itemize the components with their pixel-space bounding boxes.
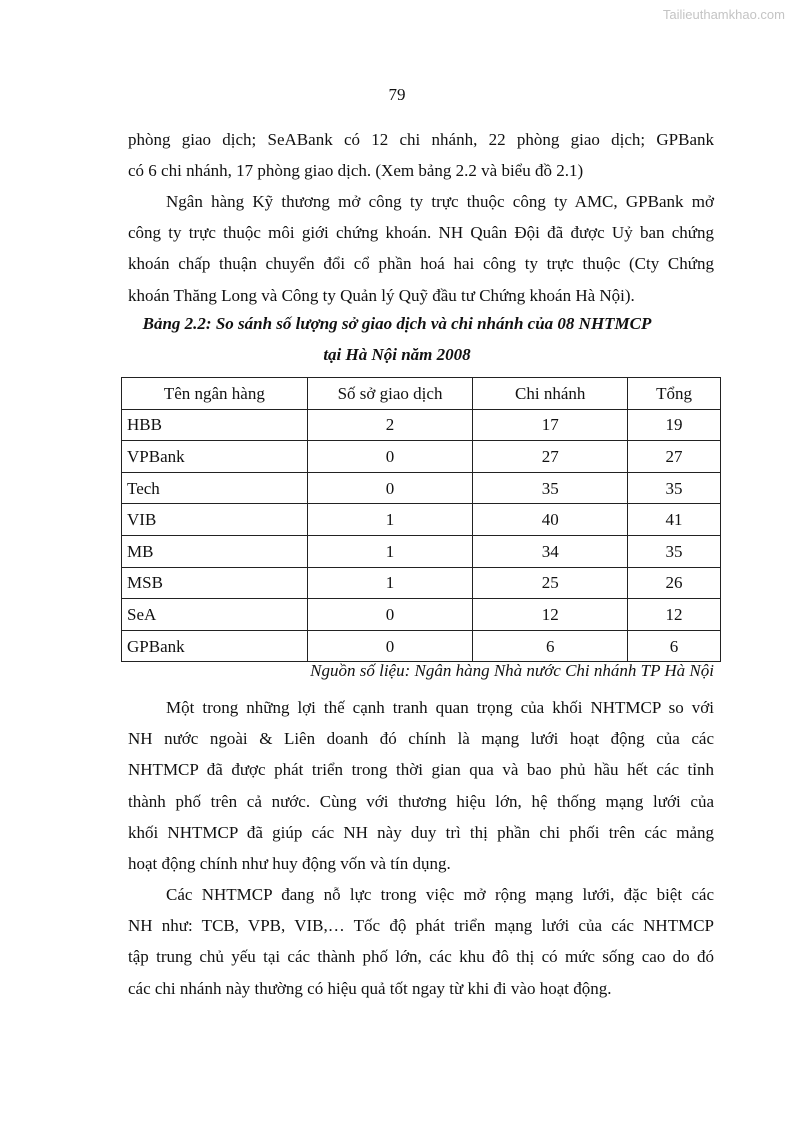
cell-branches: 12 (473, 599, 628, 631)
table-source-note: Nguồn số liệu: Ngân hàng Nhà nước Chi nhánh TP Hà Nội (310, 661, 714, 680)
text-line: khoán Thăng Long và Công ty Quản lý Quỹ đầu tư Chứng khoán Hà Nội). (128, 285, 635, 305)
cell-branches: 35 (473, 472, 628, 504)
text-line: công ty trực thuộc môi giới chứng khoán. NH Quân Đội đã được Uỷ ban chứng (128, 223, 714, 243)
header-transaction-offices: Số sở giao dịch (307, 378, 473, 410)
text-line: thành phố trên cả nước. Cùng với thương hiệu lớn, hệ thống mạng lưới của (128, 791, 714, 811)
text-line: có 6 chi nhánh, 17 phòng giao dịch. (Xem bảng 2.2 và biểu đồ 2.1) (128, 161, 584, 181)
cell-total: 27 (628, 441, 721, 473)
cell-transaction-offices: 0 (307, 441, 473, 473)
cell-transaction-offices: 1 (307, 504, 473, 536)
text-line: NH nước ngoài & Liên doanh đó chính là mạng lưới hoạt động của các (128, 729, 714, 749)
cell-transaction-offices: 0 (307, 630, 473, 662)
table-caption-line-2: tại Hà Nội năm 2008 (323, 345, 471, 364)
cell-transaction-offices: 0 (307, 599, 473, 631)
text-line: phòng giao dịch; SeABank có 12 chi nhánh, 22 phòng giao dịch; GPBank (128, 130, 714, 149)
text-line: Các NHTMCP đang nỗ lực trong việc mở rộng mạng lưới, đặc biệt các (166, 885, 714, 904)
cell-branches: 17 (473, 409, 628, 441)
cell-total: 35 (628, 472, 721, 504)
text-line: khối NHTMCP đã giúp các NH này duy trì thị phần chi phối trên các mảng (128, 822, 714, 842)
cell-bank-name: VIB (122, 504, 308, 536)
text-line: NHTMCP đã được phát triển trong thời gian qua và bao phủ hầu hết các tỉnh (128, 760, 714, 780)
cell-bank-name: Tech (122, 472, 308, 504)
cell-bank-name: MSB (122, 567, 308, 599)
cell-total: 6 (628, 630, 721, 662)
table-row (122, 535, 721, 567)
cell-bank-name: GPBank (122, 630, 308, 662)
cell-branches: 34 (473, 535, 628, 567)
cell-branches: 40 (473, 504, 628, 536)
page-number: 79 (388, 85, 406, 104)
paragraph-3 (128, 692, 714, 879)
cell-total: 35 (628, 535, 721, 567)
cell-transaction-offices: 0 (307, 472, 473, 504)
text-line: các chi nhánh này thường có hiệu quả tốt ngay từ khi đi vào hoạt động. (128, 978, 612, 998)
table-header-row (122, 378, 721, 410)
table-row (122, 441, 721, 473)
cell-branches: 25 (473, 567, 628, 599)
table-row (122, 599, 721, 631)
cell-branches: 6 (473, 630, 628, 662)
header-bank-name: Tên ngân hàng (122, 378, 308, 410)
table-row (122, 504, 721, 536)
cell-bank-name: MB (122, 535, 308, 567)
text-line: tập trung chủ yếu tại các thành phố lớn, các khu đô thị có mức sống cao do đó (128, 947, 714, 967)
text-line: NH như: TCB, VPB, VIB,… Tốc độ phát triển mạng lưới của các NHTMCP (128, 916, 714, 936)
paragraph-4 (128, 879, 714, 1004)
table-row (122, 630, 721, 662)
table-row (122, 567, 721, 599)
cell-total: 12 (628, 599, 721, 631)
table-caption-line-1: Bảng 2.2: So sánh số lượng sở giao dịch và chi nhánh của 08 NHTMCP (142, 314, 652, 333)
table-row (122, 472, 721, 504)
text-line: hoạt động chính như huy động vốn và tín dụng. (128, 853, 451, 873)
watermark: Tailieuthamkhao.com (662, 7, 785, 22)
comparison-table (121, 377, 721, 662)
text-line: Một trong những lợi thế cạnh tranh quan trọng của khối NHTMCP so với (166, 698, 714, 717)
cell-transaction-offices: 2 (307, 409, 473, 441)
text-line: Ngân hàng Kỹ thương mở công ty trực thuộc công ty AMC, GPBank mở (166, 192, 714, 211)
cell-branches: 27 (473, 441, 628, 473)
cell-bank-name: VPBank (122, 441, 308, 473)
header-total: Tổng (628, 378, 721, 410)
cell-total: 26 (628, 567, 721, 599)
paragraph-1 (128, 124, 714, 186)
cell-bank-name: SeA (122, 599, 308, 631)
paragraph-2 (128, 186, 714, 311)
header-branches: Chi nhánh (473, 378, 628, 410)
cell-transaction-offices: 1 (307, 567, 473, 599)
table-row (122, 409, 721, 441)
cell-total: 41 (628, 504, 721, 536)
cell-transaction-offices: 1 (307, 535, 473, 567)
cell-bank-name: HBB (122, 409, 308, 441)
text-line: khoán chấp thuận chuyển đổi cổ phần hoá hai công ty trực thuộc (Cty Chứng (128, 254, 714, 274)
cell-total: 19 (628, 409, 721, 441)
